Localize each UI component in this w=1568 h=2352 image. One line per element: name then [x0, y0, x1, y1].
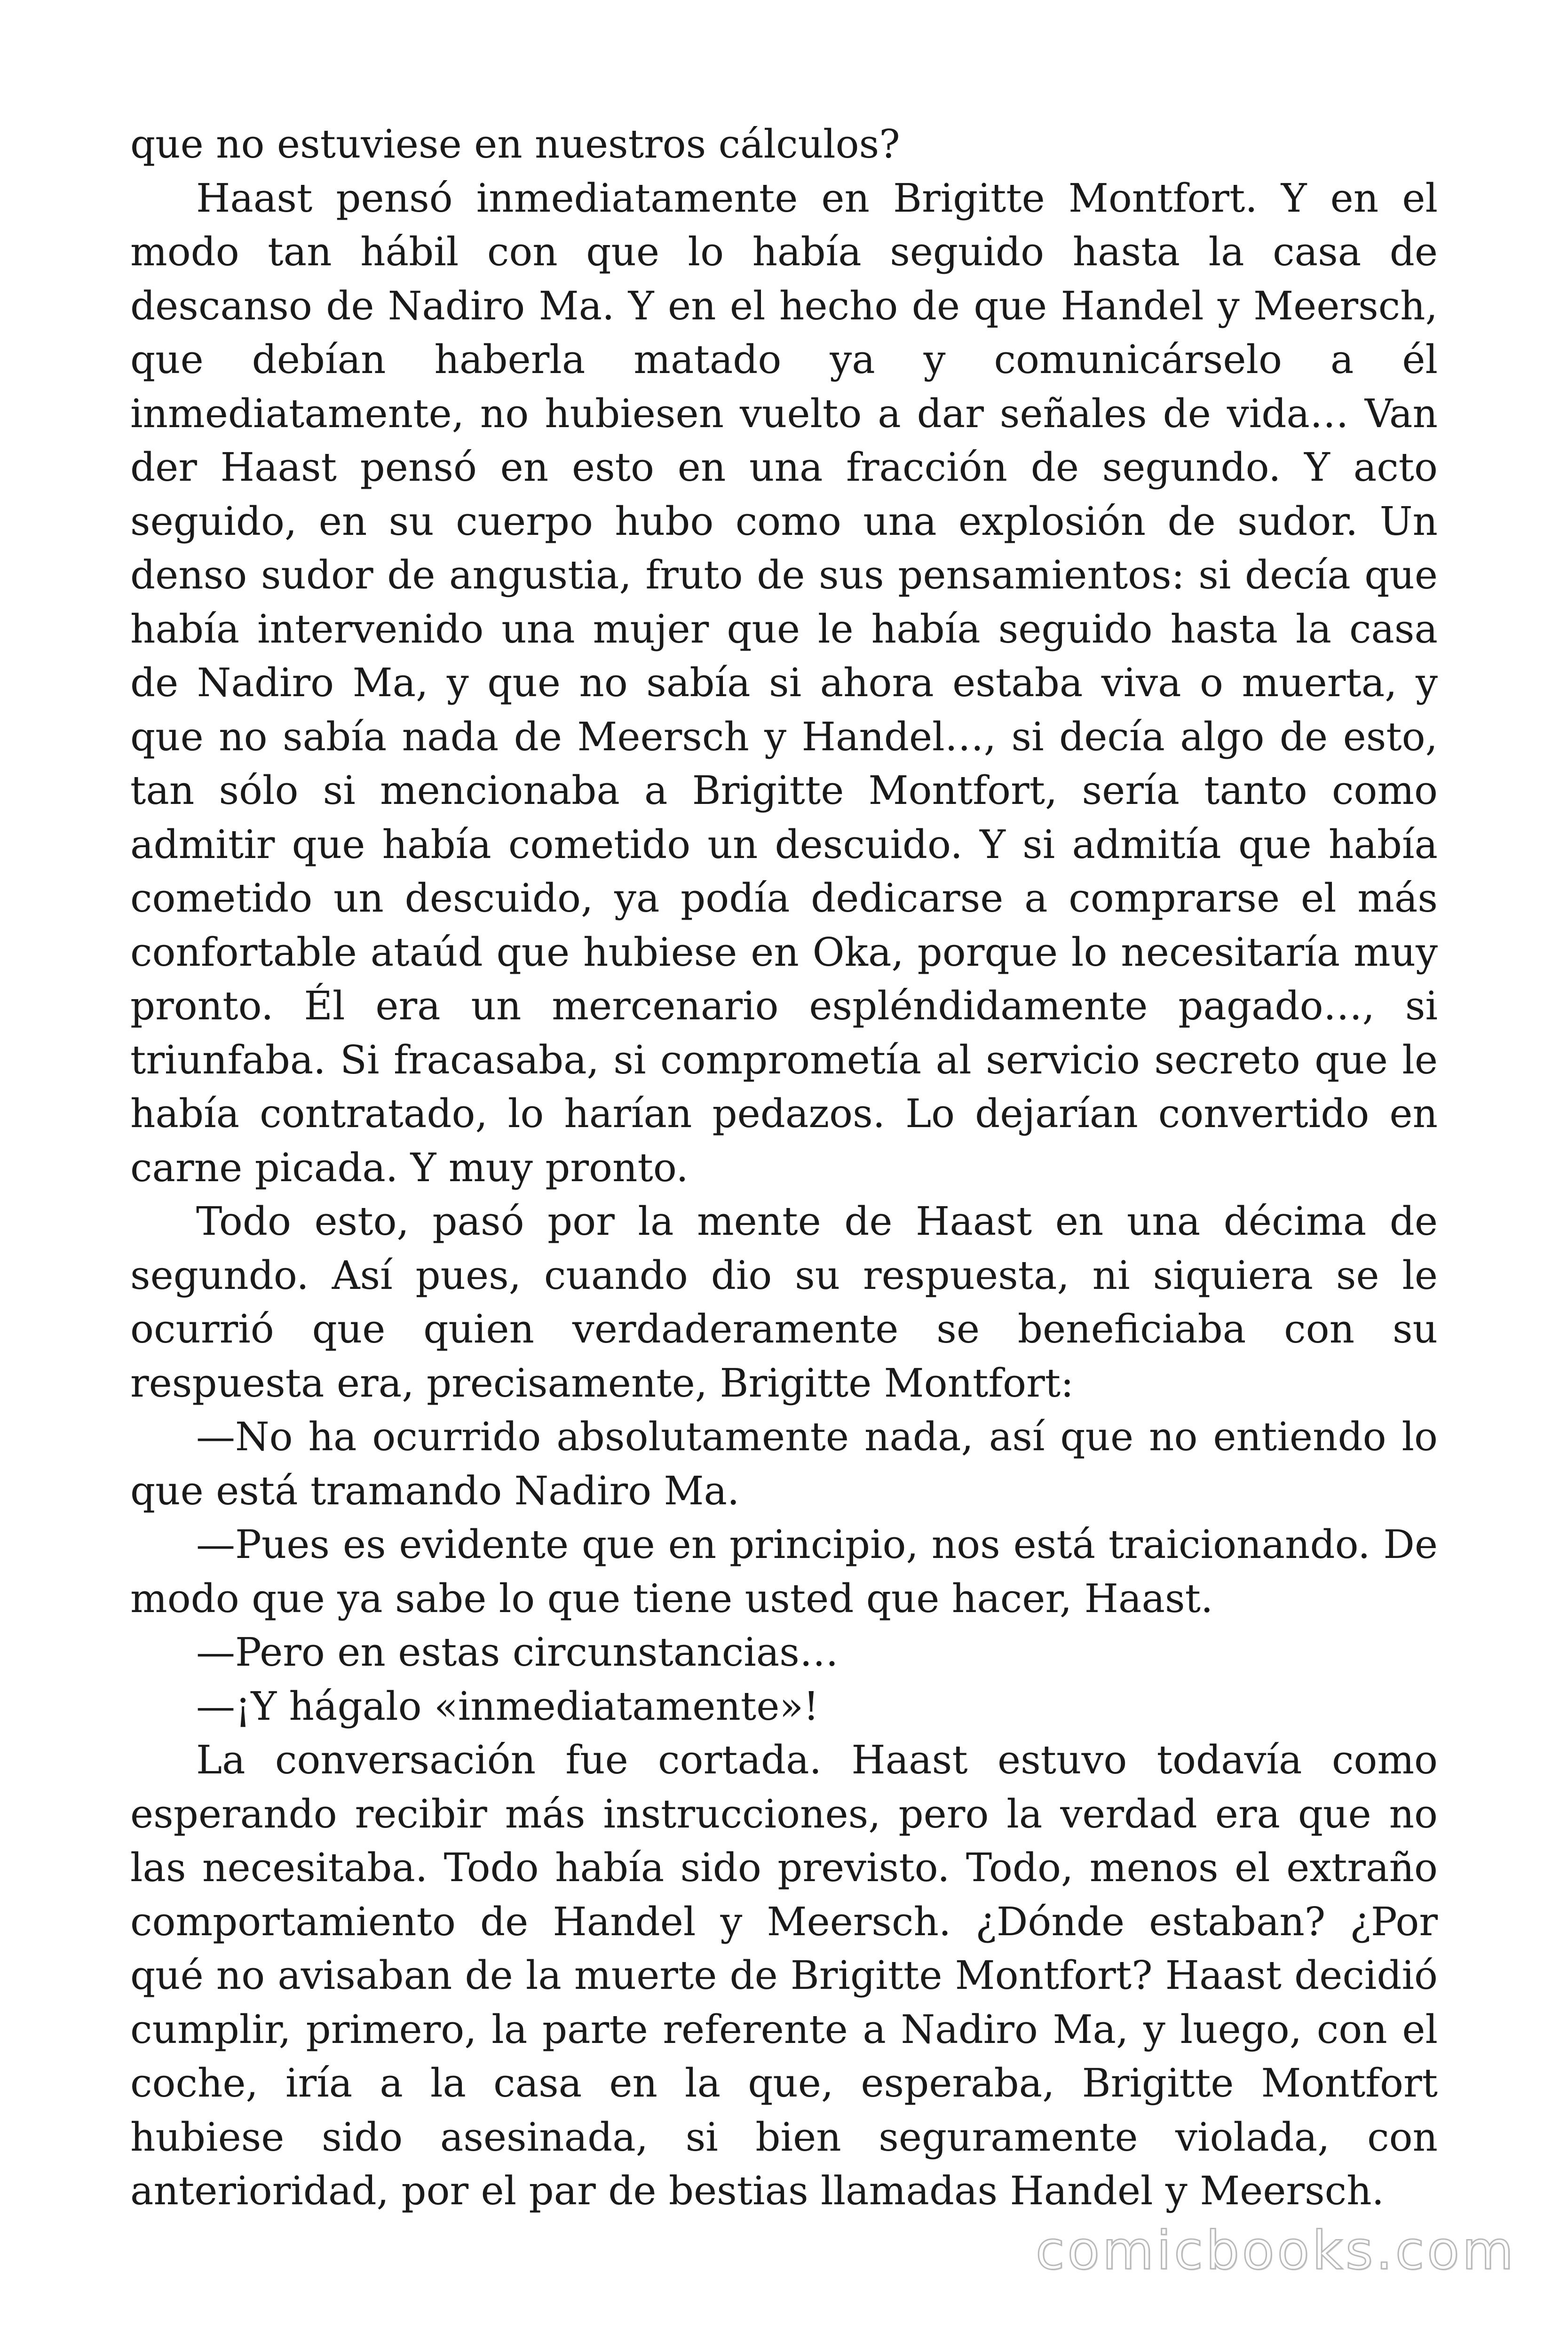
paragraph: Haast pensó inmediatamente en Brigitte Montfort. Y en el modo tan hábil con que lo había seguido hasta la casa de descanso de Nadiro Ma. Y en el hecho de que Handel y Meersch, que debían haberla matado ya y comunicárselo a él inmediatamente, no hubiesen vuelto a dar señales de vida… Van der Haast pensó en esto en una fracción de segundo. Y acto seguido, en su cuerpo hubo como una explosión de sudor. Un denso sudor de angustia, fruto de sus pensamientos: si decía que había intervenido una mujer que le había seguido hasta la casa de Nadiro Ma, y que no sabía si ahora estaba viva o muerta, y que no sabía nada de Meersch y Handel…, si decía algo de esto, tan sólo si mencionaba a Brigitte Montfort, sería tanto como admitir que había cometido un descuido. Y si admitía que había cometido un descuido, ya podía dedicarse a comprarse el más confortable ataúd que hubiese en Oka, porque lo necesitaría muy pronto. Él era un mercenario espléndidamente pagado…, si triunfaba. Si fracasaba, si comprometía al servicio secreto que le había contratado, lo harían pedazos. Lo dejarían convertido en carne picada. Y muy pronto. [130, 175, 1438, 1191]
dialogue-line: —Pero en estas circunstancias… [196, 1629, 839, 1675]
dialogue-line: —No ha ocurrido absolutamente nada, así que no entiendo lo que está tramando Nadiro Ma. [130, 1414, 1438, 1514]
watermark: comicbooks.com [1035, 2220, 1516, 2281]
paragraph: La conversación fue cortada. Haast estuvo todavía como esperando recibir más instrucciones, pero la verdad era que no las necesitaba. Todo había sido previsto. Todo, menos el extraño comportamiento de Handel y Meersch. ¿Dónde estaban? ¿Por qué no avisaban de la muerte de Brigitte Montfort? Haast decidió cumplir, primero, la parte referente a Nadiro Ma, y luego, con el coche, iría a la casa en la que, esperaba, Brigitte Montfort hubiese sido asesinada, si bien seguramente violada, con anterioridad, por el par de bestias llamadas Handel y Meersch. [130, 1737, 1438, 2214]
dialogue-line: —¡Y hágalo «inmediatamente»! [196, 1683, 819, 1729]
paragraph-continuation: que no estuviese en nuestros cálculos? [130, 121, 900, 167]
body-text [130, 118, 1438, 2218]
dialogue-line: —Pues es evidente que en principio, nos está traicionando. De modo que ya sabe lo que tiene usted que hacer, Haast. [130, 1522, 1438, 1621]
paragraph: Todo esto, pasó por la mente de Haast en una décima de segundo. Así pues, cuando dio su respuesta, ni siquiera se le ocurrió que quien verdaderamente se beneficiaba con su respuesta era, precisamente, Brigitte Montfort: [130, 1199, 1438, 1406]
